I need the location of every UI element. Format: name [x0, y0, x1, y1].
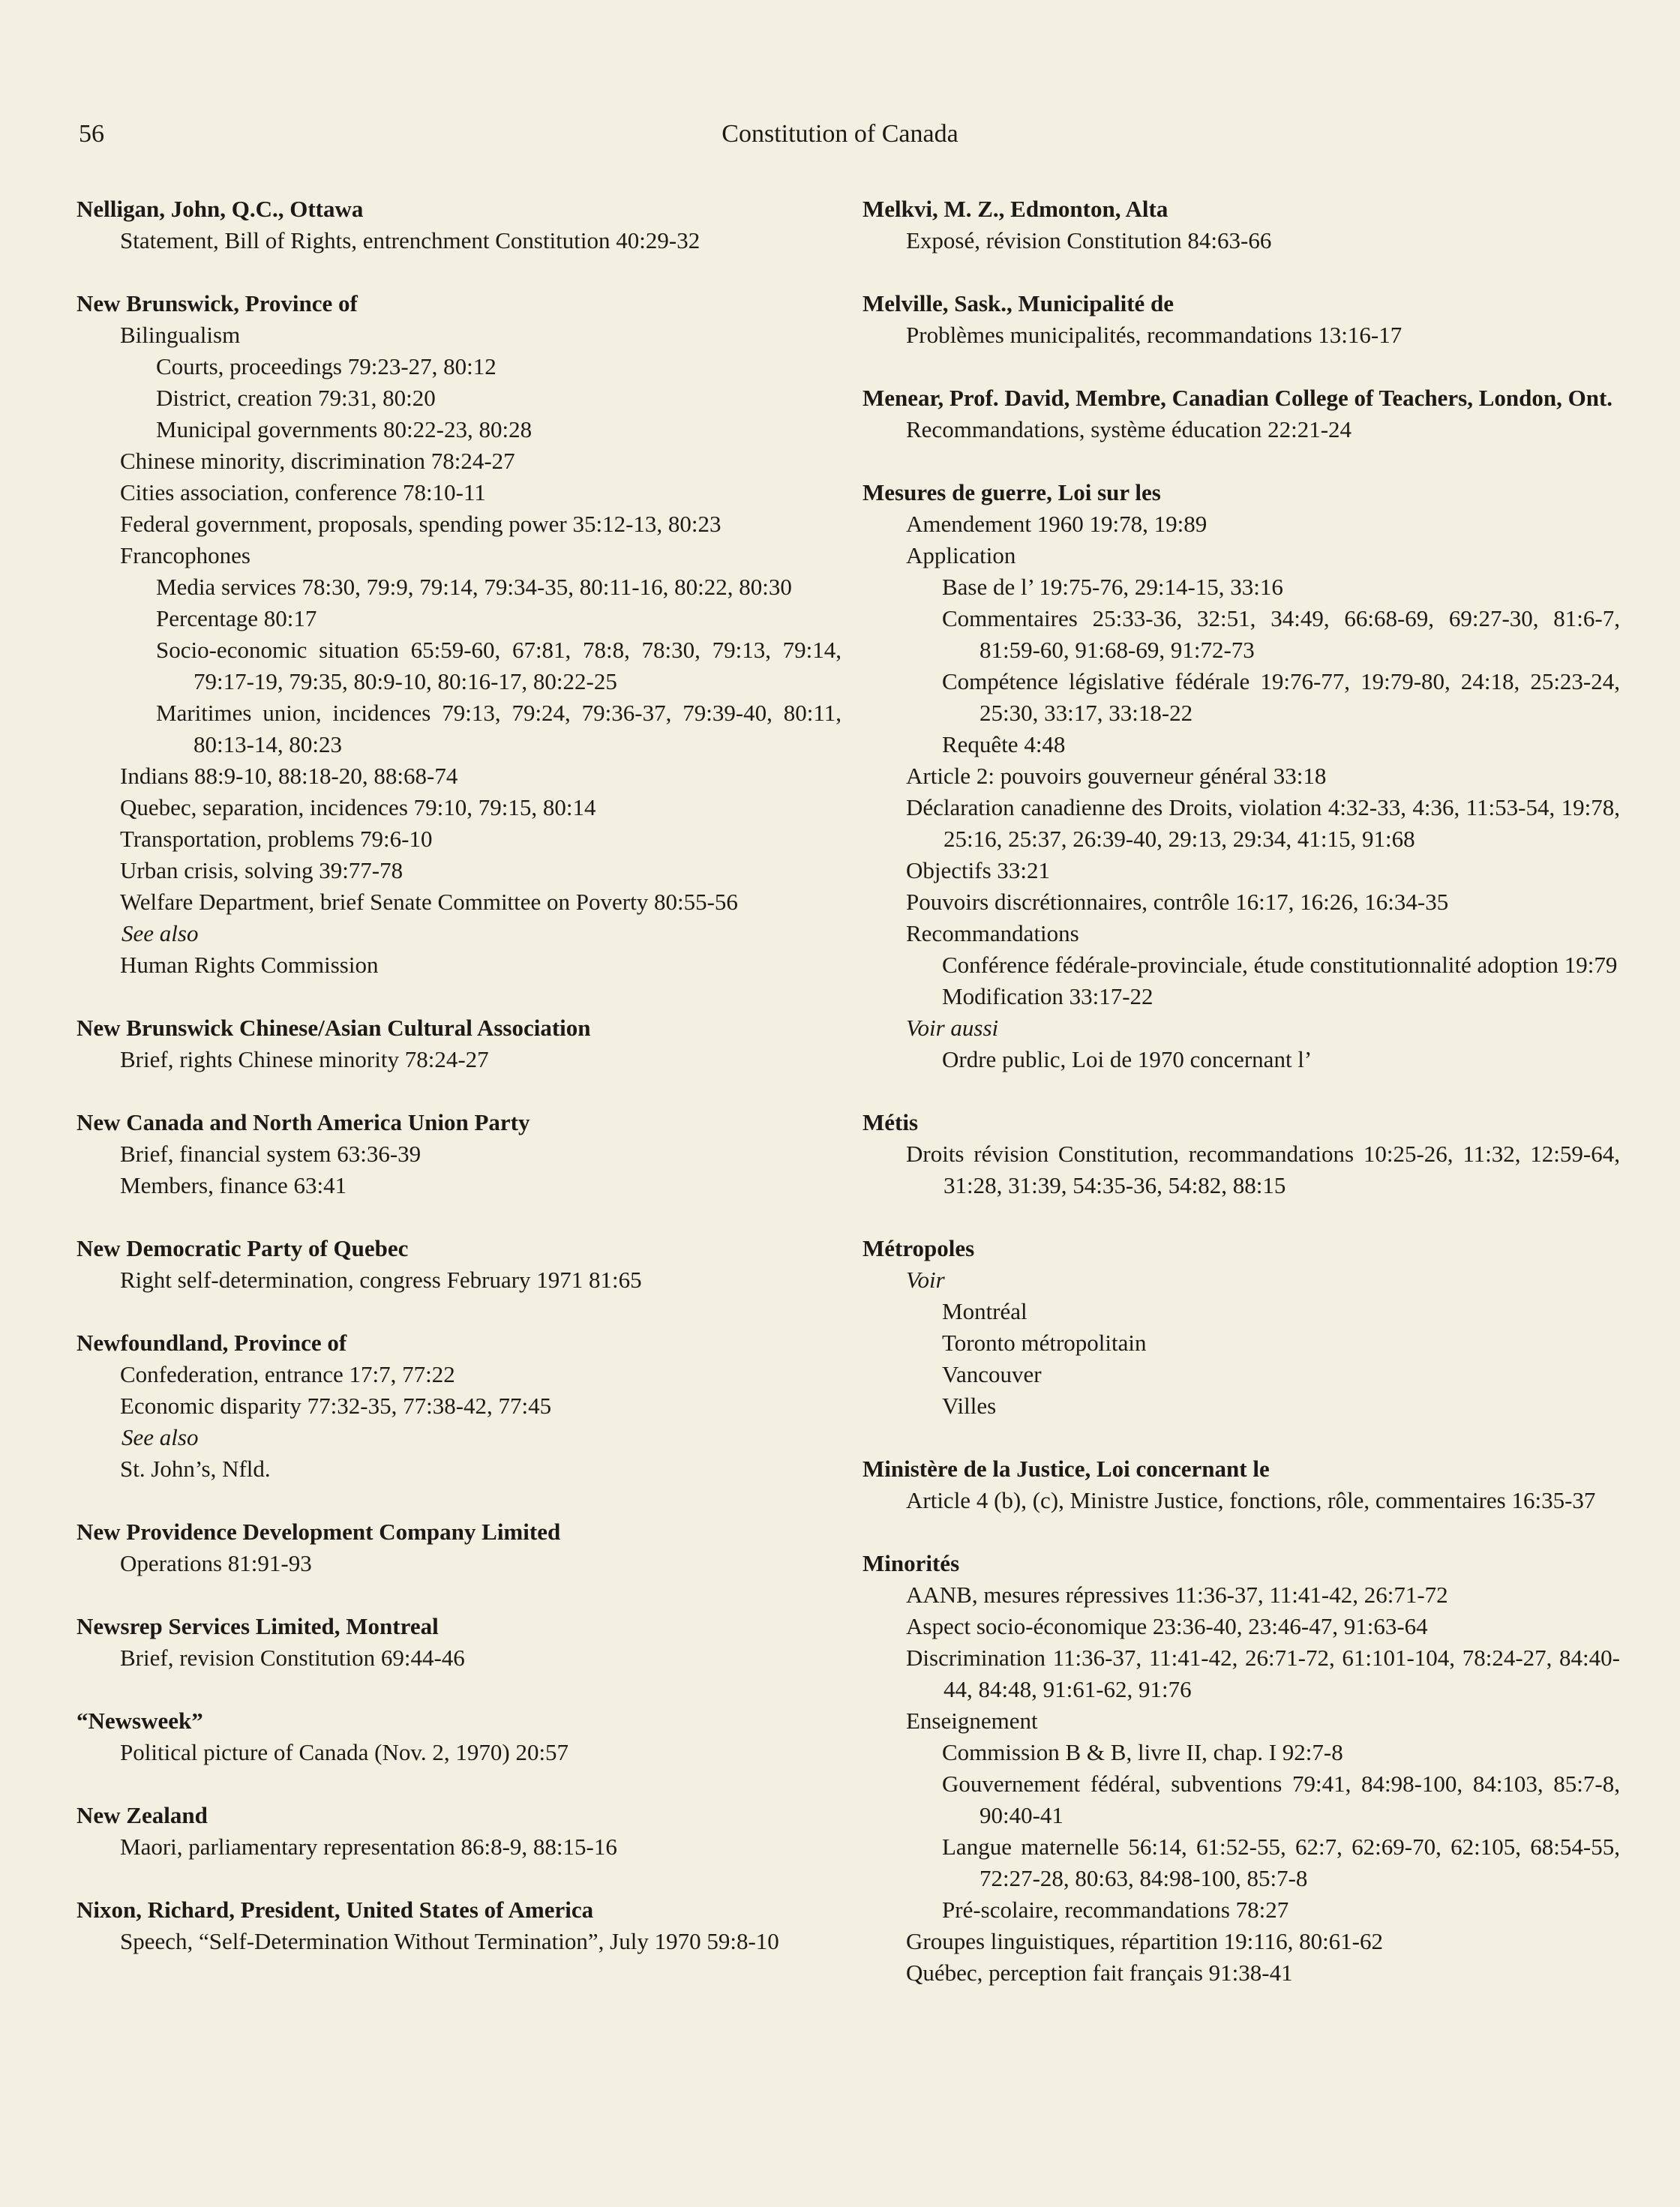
- entry-subline: St. John’s, Nfld.: [120, 1456, 271, 1482]
- cross-reference-label: See also: [122, 920, 199, 946]
- entry-subline: Requête 4:48: [942, 731, 1066, 757]
- entry-subline: Base de l’ 19:75-76, 29:14-15, 33:16: [942, 574, 1283, 600]
- entry-subline: Right self-determination, congress February 1971 81:65: [120, 1267, 642, 1293]
- index-column-left: [76, 193, 842, 1989]
- entry-subline: Brief, revision Constitution 69:44-46: [120, 1645, 465, 1671]
- entry-subline: Quebec, separation, incidences 79:10, 79:15, 80:14: [120, 794, 596, 820]
- index-column-right: [862, 193, 1620, 2020]
- entry-subline: Exposé, révision Constitution 84:63-66: [906, 227, 1272, 253]
- entry-subline: Vancouver: [942, 1361, 1042, 1387]
- entry-subline: Québec, perception fait français 91:38-41: [906, 1960, 1293, 1986]
- cross-reference-label: Voir aussi: [906, 1015, 999, 1041]
- entry-subline: Gouvernement fédéral, subventions 79:41, 84:98-100, 84:103, 85:7-8, 90:40-41: [942, 1771, 1620, 1828]
- entry-subline: Chinese minority, discrimination 78:24-27: [120, 448, 515, 474]
- entry-heading: Métropoles: [862, 1235, 975, 1261]
- entry-subline: Pré-scolaire, recommandations 78:27: [942, 1897, 1289, 1923]
- entry-subline: Federal government, proposals, spending power 35:12-13, 80:23: [120, 511, 722, 537]
- entry-subline: Francophones: [120, 542, 250, 568]
- entry-heading: New Brunswick Chinese/Asian Cultural Association: [76, 1015, 591, 1041]
- entry-heading: Ministère de la Justice, Loi concernant le: [862, 1456, 1270, 1482]
- entry-heading: Menear, Prof. David, Membre, Canadian College of Teachers, London, Ont.: [862, 385, 1613, 411]
- entry-subline: Commentaires 25:33-36, 32:51, 34:49, 66:68-69, 69:27-30, 81:6-7, 81:59-60, 91:68-69, 91:72-73: [942, 605, 1620, 663]
- entry-subline: Montréal: [942, 1298, 1028, 1324]
- entry-subline: Transportation, problems 79:6-10: [120, 826, 433, 852]
- entry-subline: Aspect socio-économique 23:36-40, 23:46-47, 91:63-64: [906, 1613, 1428, 1639]
- entry-subline: Economic disparity 77:32-35, 77:38-42, 77:45: [120, 1393, 552, 1419]
- entry-subline: Political picture of Canada (Nov. 2, 1970) 20:57: [120, 1739, 569, 1765]
- entry-subline: Courts, proceedings 79:23-27, 80:12: [156, 353, 496, 379]
- entry-subline: District, creation 79:31, 80:20: [156, 385, 436, 411]
- entry-heading: New Canada and North America Union Party: [76, 1109, 530, 1135]
- entry-subline: Compétence législative fédérale 19:76-77, 19:79-80, 24:18, 25:23-24, 25:30, 33:17, 33:18-22: [942, 668, 1620, 726]
- entry-heading: Métis: [862, 1109, 919, 1135]
- entry-subline: Toronto métropolitain: [942, 1330, 1147, 1356]
- index-entry: [76, 1327, 842, 1485]
- entry-heading: Newsrep Services Limited, Montreal: [76, 1613, 439, 1639]
- index-entry: [76, 1107, 842, 1201]
- index-entry: [76, 193, 842, 256]
- entry-subline: Ordre public, Loi de 1970 concernant l’: [942, 1046, 1312, 1072]
- index-entry: [76, 1894, 842, 1957]
- index-entry: [76, 1012, 842, 1075]
- entry-subline: Operations 81:91-93: [120, 1550, 312, 1576]
- entry-subline: Statement, Bill of Rights, entrenchment Constitution 40:29-32: [120, 227, 700, 253]
- entry-heading: Melville, Sask., Municipalité de: [862, 290, 1174, 316]
- entry-subline: Media services 78:30, 79:9, 79:14, 79:34-35, 80:11-16, 80:22, 80:30: [156, 574, 792, 600]
- entry-subline: Commission B & B, livre II, chap. I 92:7-8: [942, 1739, 1343, 1765]
- entry-subline: Objectifs 33:21: [906, 857, 1050, 883]
- entry-subline: Recommandations, système éducation 22:21-24: [906, 416, 1352, 442]
- entry-heading: Mesures de guerre, Loi sur les: [862, 479, 1161, 505]
- entry-subline: Brief, rights Chinese minority 78:24-27: [120, 1046, 489, 1072]
- page-number: 56: [79, 120, 104, 148]
- entry-subline: Article 2: pouvoirs gouverneur général 33:18: [906, 763, 1327, 789]
- entry-subline: Discrimination 11:36-37, 11:41-42, 26:71-72, 61:101-104, 78:24-27, 84:40-44, 84:48, 91:61-62, 91:76: [906, 1645, 1620, 1702]
- index-entry: [862, 1548, 1620, 1989]
- entry-heading: New Providence Development Company Limited: [76, 1519, 561, 1545]
- index-entry: [862, 477, 1620, 1075]
- entry-subline: Droits révision Constitution, recommandations 10:25-26, 11:32, 12:59-64, 31:28, 31:39, 54:35-36, 54:82, 88:15: [906, 1141, 1620, 1198]
- entry-subline: Maori, parliamentary representation 86:8-9, 88:15-16: [120, 1834, 617, 1860]
- index-entry: [862, 382, 1620, 445]
- entry-subline: Déclaration canadienne des Droits, violation 4:32-33, 4:36, 11:53-54, 19:78, 25:16, 25:37, 26:39-40, 29:13, 29:34, 41:15, 91:68: [906, 794, 1620, 852]
- entry-subline: Brief, financial system 63:36-39: [120, 1141, 422, 1167]
- index-entry: [76, 288, 842, 981]
- index-entry: [862, 1453, 1620, 1516]
- entry-subline: Maritimes union, incidences 79:13, 79:24, 79:36-37, 79:39-40, 80:11, 80:13-14, 80:23: [156, 700, 842, 757]
- page-header: [0, 120, 1680, 156]
- entry-subline: Cities association, conference 78:10-11: [120, 479, 486, 505]
- index-entry: [76, 1611, 842, 1674]
- entry-heading: New Zealand: [76, 1802, 208, 1828]
- entry-subline: Bilingualism: [120, 322, 241, 348]
- entry-subline: Modification 33:17-22: [942, 983, 1154, 1009]
- entry-heading: Nelligan, John, Q.C., Ottawa: [76, 196, 364, 222]
- entry-subline: Municipal governments 80:22-23, 80:28: [156, 416, 532, 442]
- entry-heading: Melkvi, M. Z., Edmonton, Alta: [862, 196, 1168, 222]
- entry-subline: Amendement 1960 19:78, 19:89: [906, 511, 1208, 537]
- entry-subline: Indians 88:9-10, 88:18-20, 88:68-74: [120, 763, 458, 789]
- entry-subline: Human Rights Commission: [120, 952, 379, 978]
- entry-subline: Groupes linguistiques, répartition 19:116, 80:61-62: [906, 1928, 1383, 1954]
- cross-reference-label: See also: [122, 1424, 199, 1450]
- entry-subline: Speech, “Self-Determination Without Termination”, July 1970 59:8-10: [120, 1928, 779, 1954]
- entry-subline: Welfare Department, brief Senate Committee on Poverty 80:55-56: [120, 889, 738, 915]
- entry-heading: New Brunswick, Province of: [76, 290, 358, 316]
- index-entry: [76, 1516, 842, 1579]
- entry-heading: Nixon, Richard, President, United States of America: [76, 1897, 594, 1923]
- index-entry: [76, 1705, 842, 1768]
- index-entry: [76, 1233, 842, 1296]
- entry-subline: Enseignement: [906, 1708, 1038, 1734]
- entry-subline: Problèmes municipalités, recommandations 13:16-17: [906, 322, 1402, 348]
- entry-subline: Langue maternelle 56:14, 61:52-55, 62:7, 62:69-70, 62:105, 68:54-55, 72:27-28, 80:63, 84:98-100, 85:7-8: [942, 1834, 1620, 1891]
- entry-heading: New Democratic Party of Quebec: [76, 1235, 409, 1261]
- index-entry: [862, 193, 1620, 256]
- index-entry: [76, 1800, 842, 1863]
- entry-heading: Minorités: [862, 1550, 960, 1576]
- entry-subline: Percentage 80:17: [156, 605, 317, 631]
- entry-heading: Newfoundland, Province of: [76, 1330, 347, 1356]
- index-entry: [862, 1233, 1620, 1422]
- entry-subline: Recommandations: [906, 920, 1079, 946]
- entry-subline: Villes: [942, 1393, 997, 1419]
- entry-heading: “Newsweek”: [76, 1708, 203, 1734]
- entry-subline: Application: [906, 542, 1016, 568]
- entry-subline: Urban crisis, solving 39:77-78: [120, 857, 404, 883]
- entry-subline: Pouvoirs discrétionnaires, contrôle 16:17, 16:26, 16:34-35: [906, 889, 1449, 915]
- entry-subline: Article 4 (b), (c), Ministre Justice, fonctions, rôle, commentaires 16:35-37: [906, 1487, 1596, 1513]
- running-title: Constitution of Canada: [722, 120, 958, 148]
- entry-subline: Confederation, entrance 17:7, 77:22: [120, 1361, 455, 1387]
- cross-reference-label: Voir: [906, 1267, 945, 1293]
- entry-subline: AANB, mesures répressives 11:36-37, 11:41-42, 26:71-72: [906, 1582, 1448, 1608]
- entry-subline: Socio-economic situation 65:59-60, 67:81, 78:8, 78:30, 79:13, 79:14, 79:17-19, 79:35, 80:9-10, 80:16-17, 80:22-25: [156, 637, 842, 694]
- entry-subline: Members, finance 63:41: [120, 1172, 347, 1198]
- index-entry: [862, 1107, 1620, 1201]
- entry-subline: Conférence fédérale-provinciale, étude constitutionnalité adoption 19:79: [942, 952, 1618, 978]
- index-entry: [862, 288, 1620, 351]
